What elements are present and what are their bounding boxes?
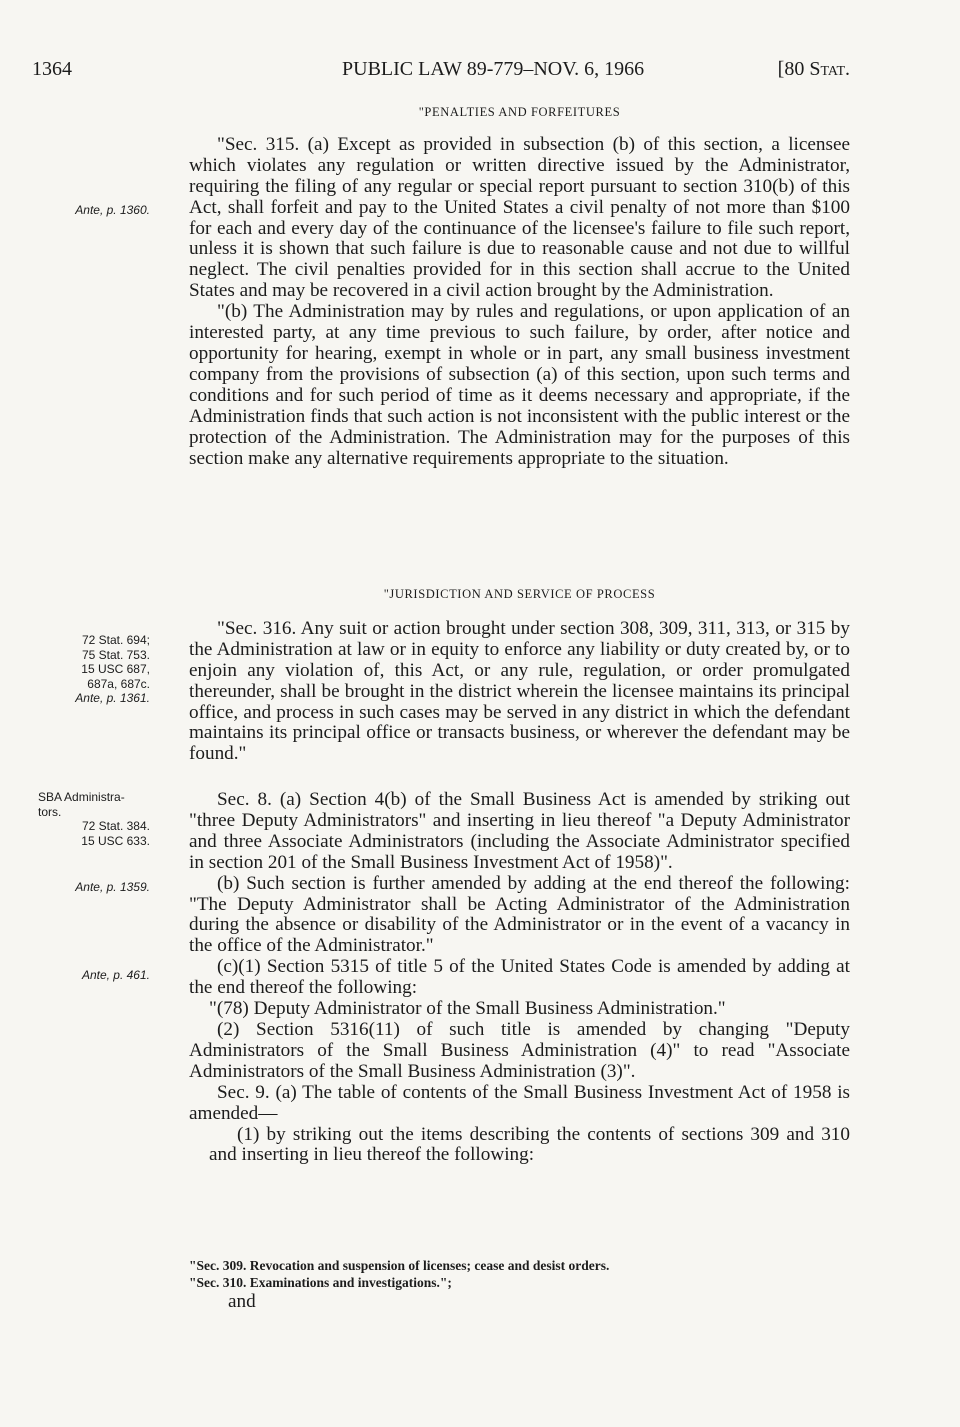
margin-note-ante-461 [28, 968, 168, 983]
page-title: PUBLIC LAW 89-779–NOV. 6, 1966 [342, 58, 645, 80]
toc-item-309: "Sec. 309. Revocation and suspension of licenses; cease and desist orders. [189, 1258, 610, 1273]
sec-9-a-1-paragraph: (1) by striking out the items describing the contents of sections 309 and 310 and inserting in lieu thereof the following: [209, 1123, 850, 1166]
margin-note-line: 15 USC 633. [81, 833, 150, 848]
margin-note-line: 687a, 687c. [87, 676, 150, 691]
margin-note-sba [28, 790, 168, 848]
margin-note-line: tors. [38, 804, 62, 819]
jurisdiction-section [189, 584, 850, 765]
margin-note-text: Ante, p. 1359. [75, 880, 150, 894]
stat-reference: [80 Stat. [777, 58, 850, 80]
margin-note-line: 72 Stat. 694; [81, 633, 150, 647]
margin-note-ante-1359 [28, 880, 168, 895]
sec-8-a-paragraph: Sec. 8. (a) Section 4(b) of the Small Business Act is amended by striking out "three Deputy Administrators" and inserting in lieu thereof "a Deputy Administrator and three Associate Administrators (including the Associate Administrator specified in section 201 of the Small Business Investment Act of 1958)". [189, 789, 850, 873]
sec-315-b-paragraph: "(b) The Administration may by rules and regulations, or upon application of an interested party, at any time previous to such failure, by order, after notice and opportunity for hearing, exempt in whole or in part, any small business investment company from the provisions of subsection (a) of this section, upon such terms and conditions and for such period of time as it deems necessary and appropriate, if the Administration finds that such action is not inconsistent with the public interest or the protection of the Administration. The Administration may for the purposes of this section make any alternative requirements appropriate to the situation. [189, 301, 850, 469]
margin-note-text: Ante, p. 461. [81, 968, 150, 982]
margin-note-line: SBA Administra- [38, 790, 125, 804]
page-number: 1364 [32, 58, 72, 80]
section-heading: "JURISDICTION AND SERVICE OF PROCESS [383, 587, 656, 601]
margin-note-sec316 [28, 633, 168, 706]
sec-315-a-paragraph: "Sec. 315. (a) Except as provided in subsection (b) of this section, a licensee which violates any regulation or written directive issued by the Administrator, requiring the filing of any regular or special report pursuant to section 310(b) of this Act, shall forfeit and pay to the United States a civil penalty of not more than $100 for each and every day of the continuance of the licensee's failure to file such report, unless it is shown that such failure is due to reasonable cause and not due to willful neglect. The civil penalties provided for in this section shall accrue to the United States and may be recovered in a civil action brought by the Administration. [189, 133, 850, 302]
margin-note-ante-1360 [28, 203, 168, 218]
margin-note-line: 15 USC 687, [81, 662, 150, 676]
sec-8-block [189, 790, 850, 1166]
sec-9-a-paragraph: Sec. 9. (a) The table of contents of the Small Business Investment Act of 1958 is amended— [189, 1081, 850, 1124]
margin-note-line: 72 Stat. 384. [81, 819, 150, 833]
margin-note-text: Ante, p. 1360. [75, 203, 150, 217]
margin-note-line: Ante, p. 1361. [75, 691, 150, 705]
sec-8-c-1-quote: "(78) Deputy Administrator of the Small Business Administration." [209, 998, 726, 1020]
sec-8-c-2-paragraph: (2) Section 5316(11) of such title is amended by changing "Deputy Administrators of the Small Business Administration (4)" to read "Associate Administrators of the Small Business Administration (3)". [189, 1018, 850, 1082]
sec-8-b-paragraph: (b) Such section is further amended by adding at the end thereof the following: "The Deputy Administrator shall be Acting Administrator of the Administration during the absence or disability of the Administrator or in the event of a vacancy in the office of the Administrator." [189, 872, 850, 957]
margin-note-line: 75 Stat. 753. [81, 647, 150, 662]
sec-316-paragraph: "Sec. 316. Any suit or action brought under section 308, 309, 311, 313, or 315 by the Administration at law or in equity to enforce any liability or duty created by, or to enjoin any violation of, this Act, or any rule, regulation, or order promulgated thereunder, shall be brought in the district wherein the licensee maintains its principal office, and process in such cases may be served in any district in which the defendant maintains its principal office or transacts business, or wherever the defendant may be found." [189, 617, 850, 765]
page-header [32, 58, 850, 86]
sec-8-c-1-paragraph: (c)(1) Section 5315 of title 5 of the United States Code is amended by adding at the end thereof the following: [189, 956, 850, 999]
and-text: and [228, 1291, 256, 1312]
toc-item-310: "Sec. 310. Examinations and investigations."; [189, 1275, 452, 1290]
section-heading: "PENALTIES AND FORFEITURES [418, 105, 621, 119]
penalties-section [189, 102, 850, 469]
